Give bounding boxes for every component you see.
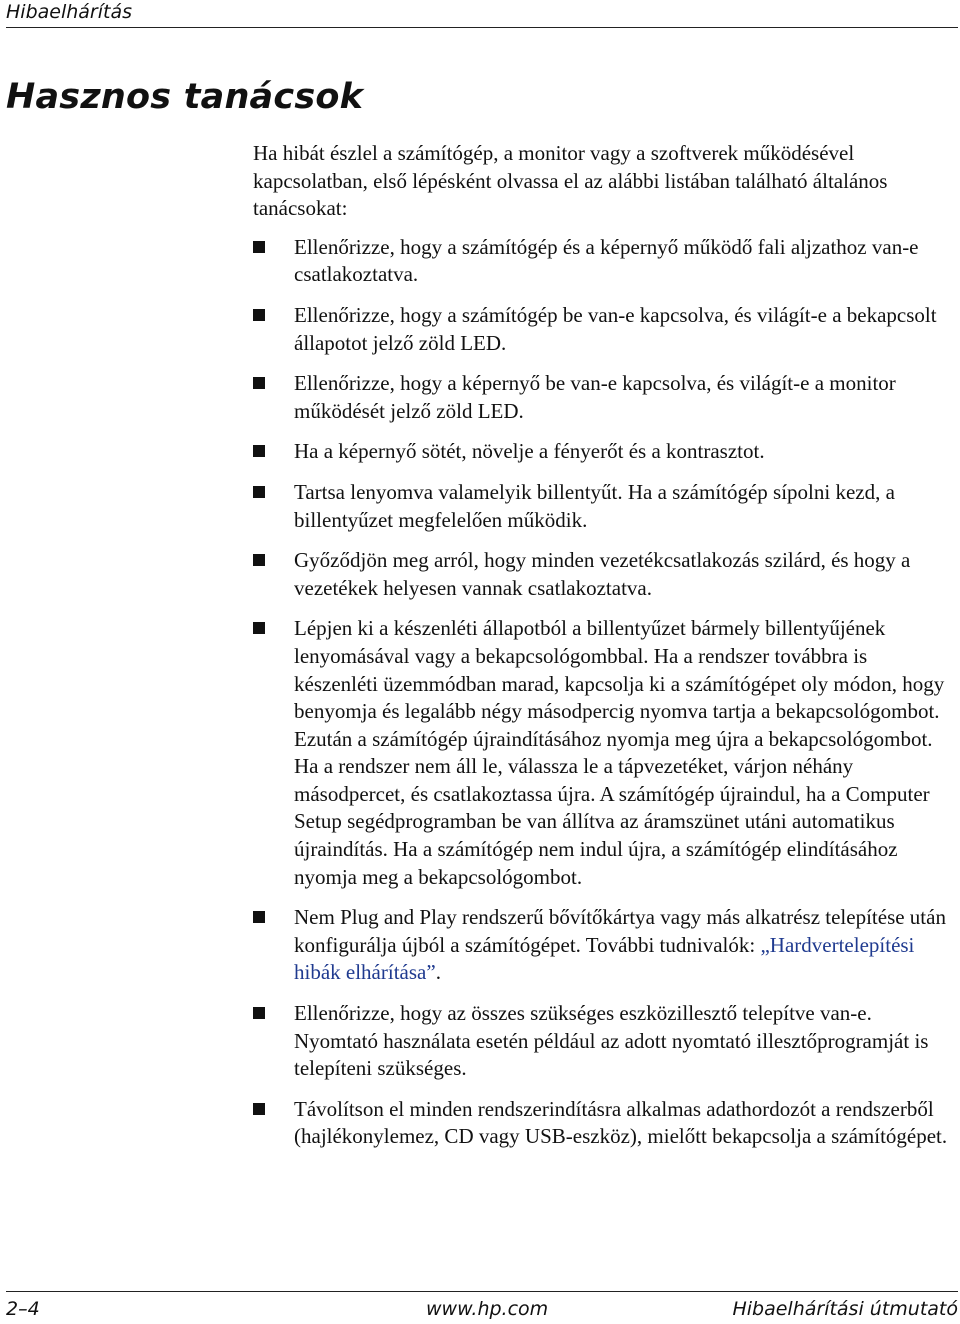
list-item-text: Nem Plug and Play rendszerű bővítőkártya vagy más alkatrész telepítése után konfigurálja újból a számítógépet. További tudnivalók: xyxy=(294,905,946,957)
footer-doc-title: Hibaelhárítási útmutató xyxy=(732,1298,958,1320)
list-item-text: Távolítson el minden rendszerindításra alkalmas adathordozót a rendszerből (hajlékonylemez, CD vagy USB-eszköz), mielőtt bekapcsolja a számítógépet. xyxy=(294,1096,948,1149)
list-item xyxy=(253,904,953,987)
tips-list xyxy=(253,234,953,1151)
intro-paragraph: Ha hibát észlel a számítógép, a monitor vagy a szoftverek működésével kapcsolatban, első lépésként olvassa el az alábbi listában található általános tanácsokat: xyxy=(253,141,888,221)
list-item-text: Ellenőrizze, hogy a képernyő be van-e kapcsolva, és világít-e a monitor működését jelző zöld LED. xyxy=(294,371,896,423)
square-bullet-icon xyxy=(253,1007,265,1019)
list-item-text: Lépjen ki a készenléti állapotból a billentyűzet bármely billentyűjének lenyomásával vagy a bekapcsológombbal. Ha a rendszer továbbra is készenléti üzemmódban marad, kapcsolja ki a számítógépet oly módon, hogy benyomja és legalább négy másodpercig nyomva tartja a bekapcsológombot. Ezután a számítógép újraindításához nyomja meg újra a bekapcsológombot. Ha a rendszer nem áll le, válassza le a tápvezetéket, várjon néhány másodpercet, és csatlakoztassa újra. A számítógép újraindul, ha a Computer Setup segédprogramban be van állítva az áramszünet utáni automatikus újraindítás. Ha a számítógép nem indul újra, a számítógép elindításához nyomja meg a bekapcsológombot. xyxy=(294,616,945,889)
page-title: Hasznos tanácsok xyxy=(6,77,364,117)
hardware-troubleshooting-link[interactable]: „Hardvertelepítési hibák elhárítása” xyxy=(294,932,915,985)
square-bullet-icon xyxy=(253,911,265,923)
list-item xyxy=(253,479,953,534)
square-bullet-icon xyxy=(253,241,265,253)
list-item xyxy=(253,615,953,891)
page-number: 2–4 xyxy=(6,1298,40,1320)
square-bullet-icon xyxy=(253,445,265,457)
list-item xyxy=(253,234,953,289)
running-header xyxy=(6,0,958,28)
footer-url: www.hp.com xyxy=(426,1298,549,1320)
list-item-text: Ellenőrizze, hogy a számítógép be van-e kapcsolva, és világít-e a bekapcsolt állapotot jelző zöld LED. xyxy=(294,302,937,355)
square-bullet-icon xyxy=(253,377,265,389)
square-bullet-icon xyxy=(253,1103,265,1115)
list-item xyxy=(253,1000,953,1083)
main-content xyxy=(253,140,953,1164)
list-item xyxy=(253,1096,953,1151)
list-item-text: Győződjön meg arról, hogy minden vezetékcsatlakozás szilárd, és hogy a vezetékek helyesen vannak csatlakoztatva. xyxy=(294,548,911,600)
square-bullet-icon xyxy=(253,622,265,634)
list-item-text: Tartsa lenyomva valamelyik billentyűt. Ha a számítógép sípolni kezd, a billentyűzet megfelelően működik. xyxy=(294,479,895,532)
list-item xyxy=(253,547,953,602)
header-section-title: Hibaelhárítás xyxy=(6,1,133,23)
list-item-text: Ha a képernyő sötét, növelje a fényerőt és a kontrasztot. xyxy=(294,439,765,464)
running-footer xyxy=(6,1291,958,1324)
list-item xyxy=(253,438,953,466)
square-bullet-icon xyxy=(253,309,265,321)
list-item-text: Ellenőrizze, hogy a számítógép és a képernyő működő fali aljzathoz van-e csatlakoztatva. xyxy=(294,234,919,287)
list-item xyxy=(253,370,953,425)
square-bullet-icon xyxy=(253,554,265,566)
list-item-text: Ellenőrizze, hogy az összes szükséges eszközillesztő telepítve van-e. Nyomtató használata esetén például az adott nyomtató illesztőprogramját is telepíteni szükséges. xyxy=(294,1001,929,1081)
list-item xyxy=(253,302,953,357)
list-item-text-end: . xyxy=(435,960,441,985)
square-bullet-icon xyxy=(253,486,265,498)
